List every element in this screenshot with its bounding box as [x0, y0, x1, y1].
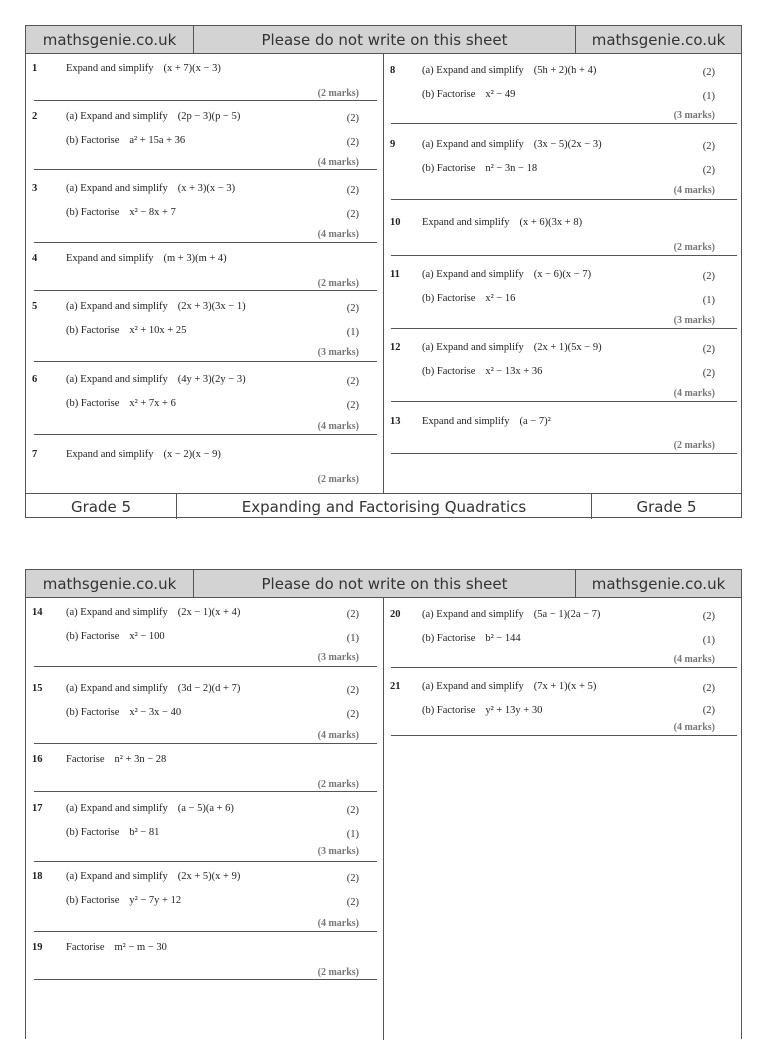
question-number: 8	[390, 65, 396, 76]
question-expression: (m + 3)(m + 4)	[163, 253, 227, 264]
question-expression: (4y + 3)(2y − 3)	[177, 374, 246, 385]
question-divider	[34, 434, 377, 435]
question-expression: (3d − 2)(d + 7)	[177, 683, 241, 694]
question-expression: x² − 16	[485, 293, 516, 304]
total-marks: (3 marks)	[673, 315, 715, 326]
question-divider	[391, 401, 737, 402]
question-divider	[391, 255, 737, 256]
question-expression: (a − 5)(a + 6)	[177, 803, 234, 814]
question-expression: (a − 7)²	[519, 416, 551, 427]
total-marks: (4 marks)	[673, 185, 715, 196]
footer-topic: Expanding and Factorising Quadratics	[177, 494, 592, 519]
total-marks: (2 marks)	[317, 474, 359, 485]
question-part-b: (b) Factorise	[66, 135, 120, 146]
header-site-right: mathsgenie.co.uk	[591, 574, 726, 593]
question-expression: a² + 15a + 36	[129, 135, 186, 146]
part-a-marks: (2)	[346, 376, 359, 387]
part-b-marks: (2)	[346, 400, 359, 411]
question-part-b: (b) Factorise	[66, 895, 120, 906]
question-part-b: (b) Factorise	[66, 827, 120, 838]
total-marks: (2 marks)	[673, 242, 715, 253]
part-a-marks: (2)	[346, 805, 359, 816]
question-number: 13	[390, 416, 401, 427]
sheet-header	[26, 570, 741, 598]
question-expression: (x + 3)(x − 3)	[177, 183, 236, 194]
question-number: 19	[32, 942, 43, 953]
question-expression: b² − 81	[129, 827, 160, 838]
part-a-marks: (2)	[346, 609, 359, 620]
question-part-a: (a) Expand and simplify	[422, 139, 524, 150]
question-expression: x² − 13x + 36	[485, 366, 543, 377]
question-part-b: (b) Factorise	[66, 398, 120, 409]
question-expression: x² − 8x + 7	[129, 207, 176, 218]
question-divider	[34, 100, 377, 101]
question-expression: (3x − 5)(2x − 3)	[533, 139, 602, 150]
question-text: Expand and simplify	[66, 253, 154, 264]
question-divider	[34, 861, 377, 862]
question-expression: (x + 7)(x − 3)	[163, 63, 221, 74]
question-number: 6	[32, 374, 38, 385]
header-notice: Please do not write on this sheet	[194, 26, 576, 53]
sheet-footer	[26, 493, 741, 519]
question-expression: (2x + 5)(x + 9)	[177, 871, 241, 882]
part-a-marks: (2)	[346, 113, 359, 124]
part-b-marks: (2)	[346, 897, 359, 908]
question-expression: x² − 100	[129, 631, 165, 642]
question-number: 12	[390, 342, 401, 353]
question-part-a: (a) Expand and simplify	[422, 65, 524, 76]
part-a-marks: (2)	[346, 685, 359, 696]
total-marks: (2 marks)	[673, 440, 715, 451]
question-expression: x² + 10x + 25	[129, 325, 187, 336]
total-marks: (2 marks)	[317, 779, 359, 790]
total-marks: (4 marks)	[317, 918, 359, 929]
question-part-a: (a) Expand and simplify	[422, 342, 524, 353]
question-part-a: (a) Expand and simplify	[66, 683, 168, 694]
question-part-a: (a) Expand and simplify	[66, 607, 168, 618]
question-text: Expand and simplify	[422, 416, 510, 427]
part-b-marks: (1)	[702, 91, 715, 102]
question-part-a: (a) Expand and simplify	[66, 111, 168, 122]
question-divider	[34, 361, 377, 362]
part-b-marks: (1)	[346, 829, 359, 840]
question-part-b: (b) Factorise	[422, 293, 476, 304]
total-marks: (3 marks)	[317, 347, 359, 358]
question-number: 18	[32, 871, 43, 882]
question-divider	[391, 328, 737, 329]
question-expression: x² − 3x − 40	[129, 707, 182, 718]
question-expression: (5a − 1)(2a − 7)	[533, 609, 601, 620]
part-a-marks: (2)	[702, 141, 715, 152]
header-site-right: mathsgenie.co.uk	[591, 30, 726, 49]
question-expression: (x + 6)(3x + 8)	[519, 217, 583, 228]
question-expression: (x − 6)(x − 7)	[533, 269, 592, 280]
total-marks: (4 marks)	[317, 421, 359, 432]
question-part-b: (b) Factorise	[422, 89, 476, 100]
question-number: 16	[32, 754, 43, 765]
part-b-marks: (1)	[702, 295, 715, 306]
worksheet-page-1	[25, 25, 742, 518]
question-divider	[34, 169, 377, 170]
question-expression: x² − 49	[485, 89, 516, 100]
part-a-marks: (2)	[702, 683, 715, 694]
part-b-marks: (1)	[702, 635, 715, 646]
part-b-marks: (2)	[702, 705, 715, 716]
question-divider	[34, 242, 377, 243]
part-a-marks: (2)	[346, 185, 359, 196]
part-b-marks: (1)	[346, 327, 359, 338]
question-expression: b² − 144	[485, 633, 521, 644]
question-divider	[34, 743, 377, 744]
footer-grade-right: Grade 5	[636, 497, 697, 516]
question-divider	[391, 667, 737, 668]
question-expression: m² − m − 30	[114, 942, 167, 953]
part-b-marks: (2)	[346, 137, 359, 148]
part-a-marks: (2)	[346, 873, 359, 884]
question-number: 10	[390, 217, 401, 228]
question-number: 20	[390, 609, 401, 620]
question-part-b: (b) Factorise	[66, 207, 120, 218]
question-divider	[391, 199, 737, 200]
question-number: 3	[32, 183, 38, 194]
question-divider	[34, 666, 377, 667]
part-a-marks: (2)	[702, 344, 715, 355]
question-part-a: (a) Expand and simplify	[422, 269, 524, 280]
question-divider	[34, 931, 377, 932]
total-marks: (2 marks)	[317, 278, 359, 289]
question-divider	[34, 979, 377, 980]
header-site-left: mathsgenie.co.uk	[26, 570, 194, 597]
column-divider	[383, 597, 384, 1040]
question-text: Factorise	[66, 754, 105, 765]
worksheet-page-2	[25, 569, 742, 1039]
question-expression: (2x + 1)(5x − 9)	[533, 342, 602, 353]
question-part-b: (b) Factorise	[66, 631, 120, 642]
header-notice: Please do not write on this sheet	[194, 570, 576, 597]
sheet-header	[26, 26, 741, 54]
question-divider	[391, 123, 737, 124]
question-divider	[391, 453, 737, 454]
question-expression: y² + 13y + 30	[485, 705, 543, 716]
part-a-marks: (2)	[702, 271, 715, 282]
question-part-a: (a) Expand and simplify	[422, 609, 524, 620]
question-number: 21	[390, 681, 401, 692]
question-number: 1	[32, 63, 38, 74]
question-part-a: (a) Expand and simplify	[66, 183, 168, 194]
total-marks: (2 marks)	[317, 967, 359, 978]
question-divider	[34, 791, 377, 792]
column-divider	[383, 53, 384, 493]
question-number: 14	[32, 607, 43, 618]
total-marks: (4 marks)	[673, 654, 715, 665]
total-marks: (4 marks)	[673, 388, 715, 399]
question-text: Factorise	[66, 942, 105, 953]
question-number: 5	[32, 301, 38, 312]
question-part-b: (b) Factorise	[422, 163, 476, 174]
question-part-a: (a) Expand and simplify	[422, 681, 524, 692]
question-text: Expand and simplify	[66, 449, 154, 460]
question-part-b: (b) Factorise	[66, 707, 120, 718]
part-a-marks: (2)	[702, 67, 715, 78]
question-text: Expand and simplify	[66, 63, 154, 74]
part-b-marks: (2)	[702, 165, 715, 176]
part-b-marks: (2)	[702, 368, 715, 379]
question-expression: x² + 7x + 6	[129, 398, 176, 409]
question-number: 11	[390, 269, 400, 280]
question-expression: y² − 7y + 12	[129, 895, 182, 906]
total-marks: (3 marks)	[317, 846, 359, 857]
total-marks: (3 marks)	[673, 110, 715, 121]
question-expression: (2x − 1)(x + 4)	[177, 607, 241, 618]
question-number: 4	[32, 253, 38, 264]
part-b-marks: (1)	[346, 633, 359, 644]
total-marks: (3 marks)	[317, 652, 359, 663]
part-a-marks: (2)	[346, 303, 359, 314]
total-marks: (4 marks)	[317, 157, 359, 168]
total-marks: (4 marks)	[317, 229, 359, 240]
question-number: 9	[390, 139, 396, 150]
question-number: 7	[32, 449, 38, 460]
question-expression: (7x + 1)(x + 5)	[533, 681, 597, 692]
question-divider	[391, 735, 737, 736]
question-expression: n² − 3n − 18	[485, 163, 538, 174]
question-expression: n² + 3n − 28	[114, 754, 167, 765]
question-part-b: (b) Factorise	[422, 633, 476, 644]
question-expression: (5h + 2)(h + 4)	[533, 65, 597, 76]
question-text: Expand and simplify	[422, 217, 510, 228]
part-b-marks: (2)	[346, 709, 359, 720]
question-part-a: (a) Expand and simplify	[66, 374, 168, 385]
question-part-a: (a) Expand and simplify	[66, 871, 168, 882]
footer-grade-left: Grade 5	[26, 494, 177, 519]
question-expression: (x − 2)(x − 9)	[163, 449, 221, 460]
part-a-marks: (2)	[702, 611, 715, 622]
question-part-a: (a) Expand and simplify	[66, 301, 168, 312]
header-site-left: mathsgenie.co.uk	[26, 26, 194, 53]
question-expression: (2p − 3)(p − 5)	[177, 111, 241, 122]
question-number: 17	[32, 803, 43, 814]
question-part-a: (a) Expand and simplify	[66, 803, 168, 814]
question-part-b: (b) Factorise	[422, 366, 476, 377]
question-number: 15	[32, 683, 43, 694]
question-number: 2	[32, 111, 38, 122]
question-expression: (2x + 3)(3x − 1)	[177, 301, 246, 312]
part-b-marks: (2)	[346, 209, 359, 220]
question-part-b: (b) Factorise	[66, 325, 120, 336]
total-marks: (2 marks)	[317, 88, 359, 99]
total-marks: (4 marks)	[673, 722, 715, 733]
total-marks: (4 marks)	[317, 730, 359, 741]
question-part-b: (b) Factorise	[422, 705, 476, 716]
question-divider	[34, 290, 377, 291]
